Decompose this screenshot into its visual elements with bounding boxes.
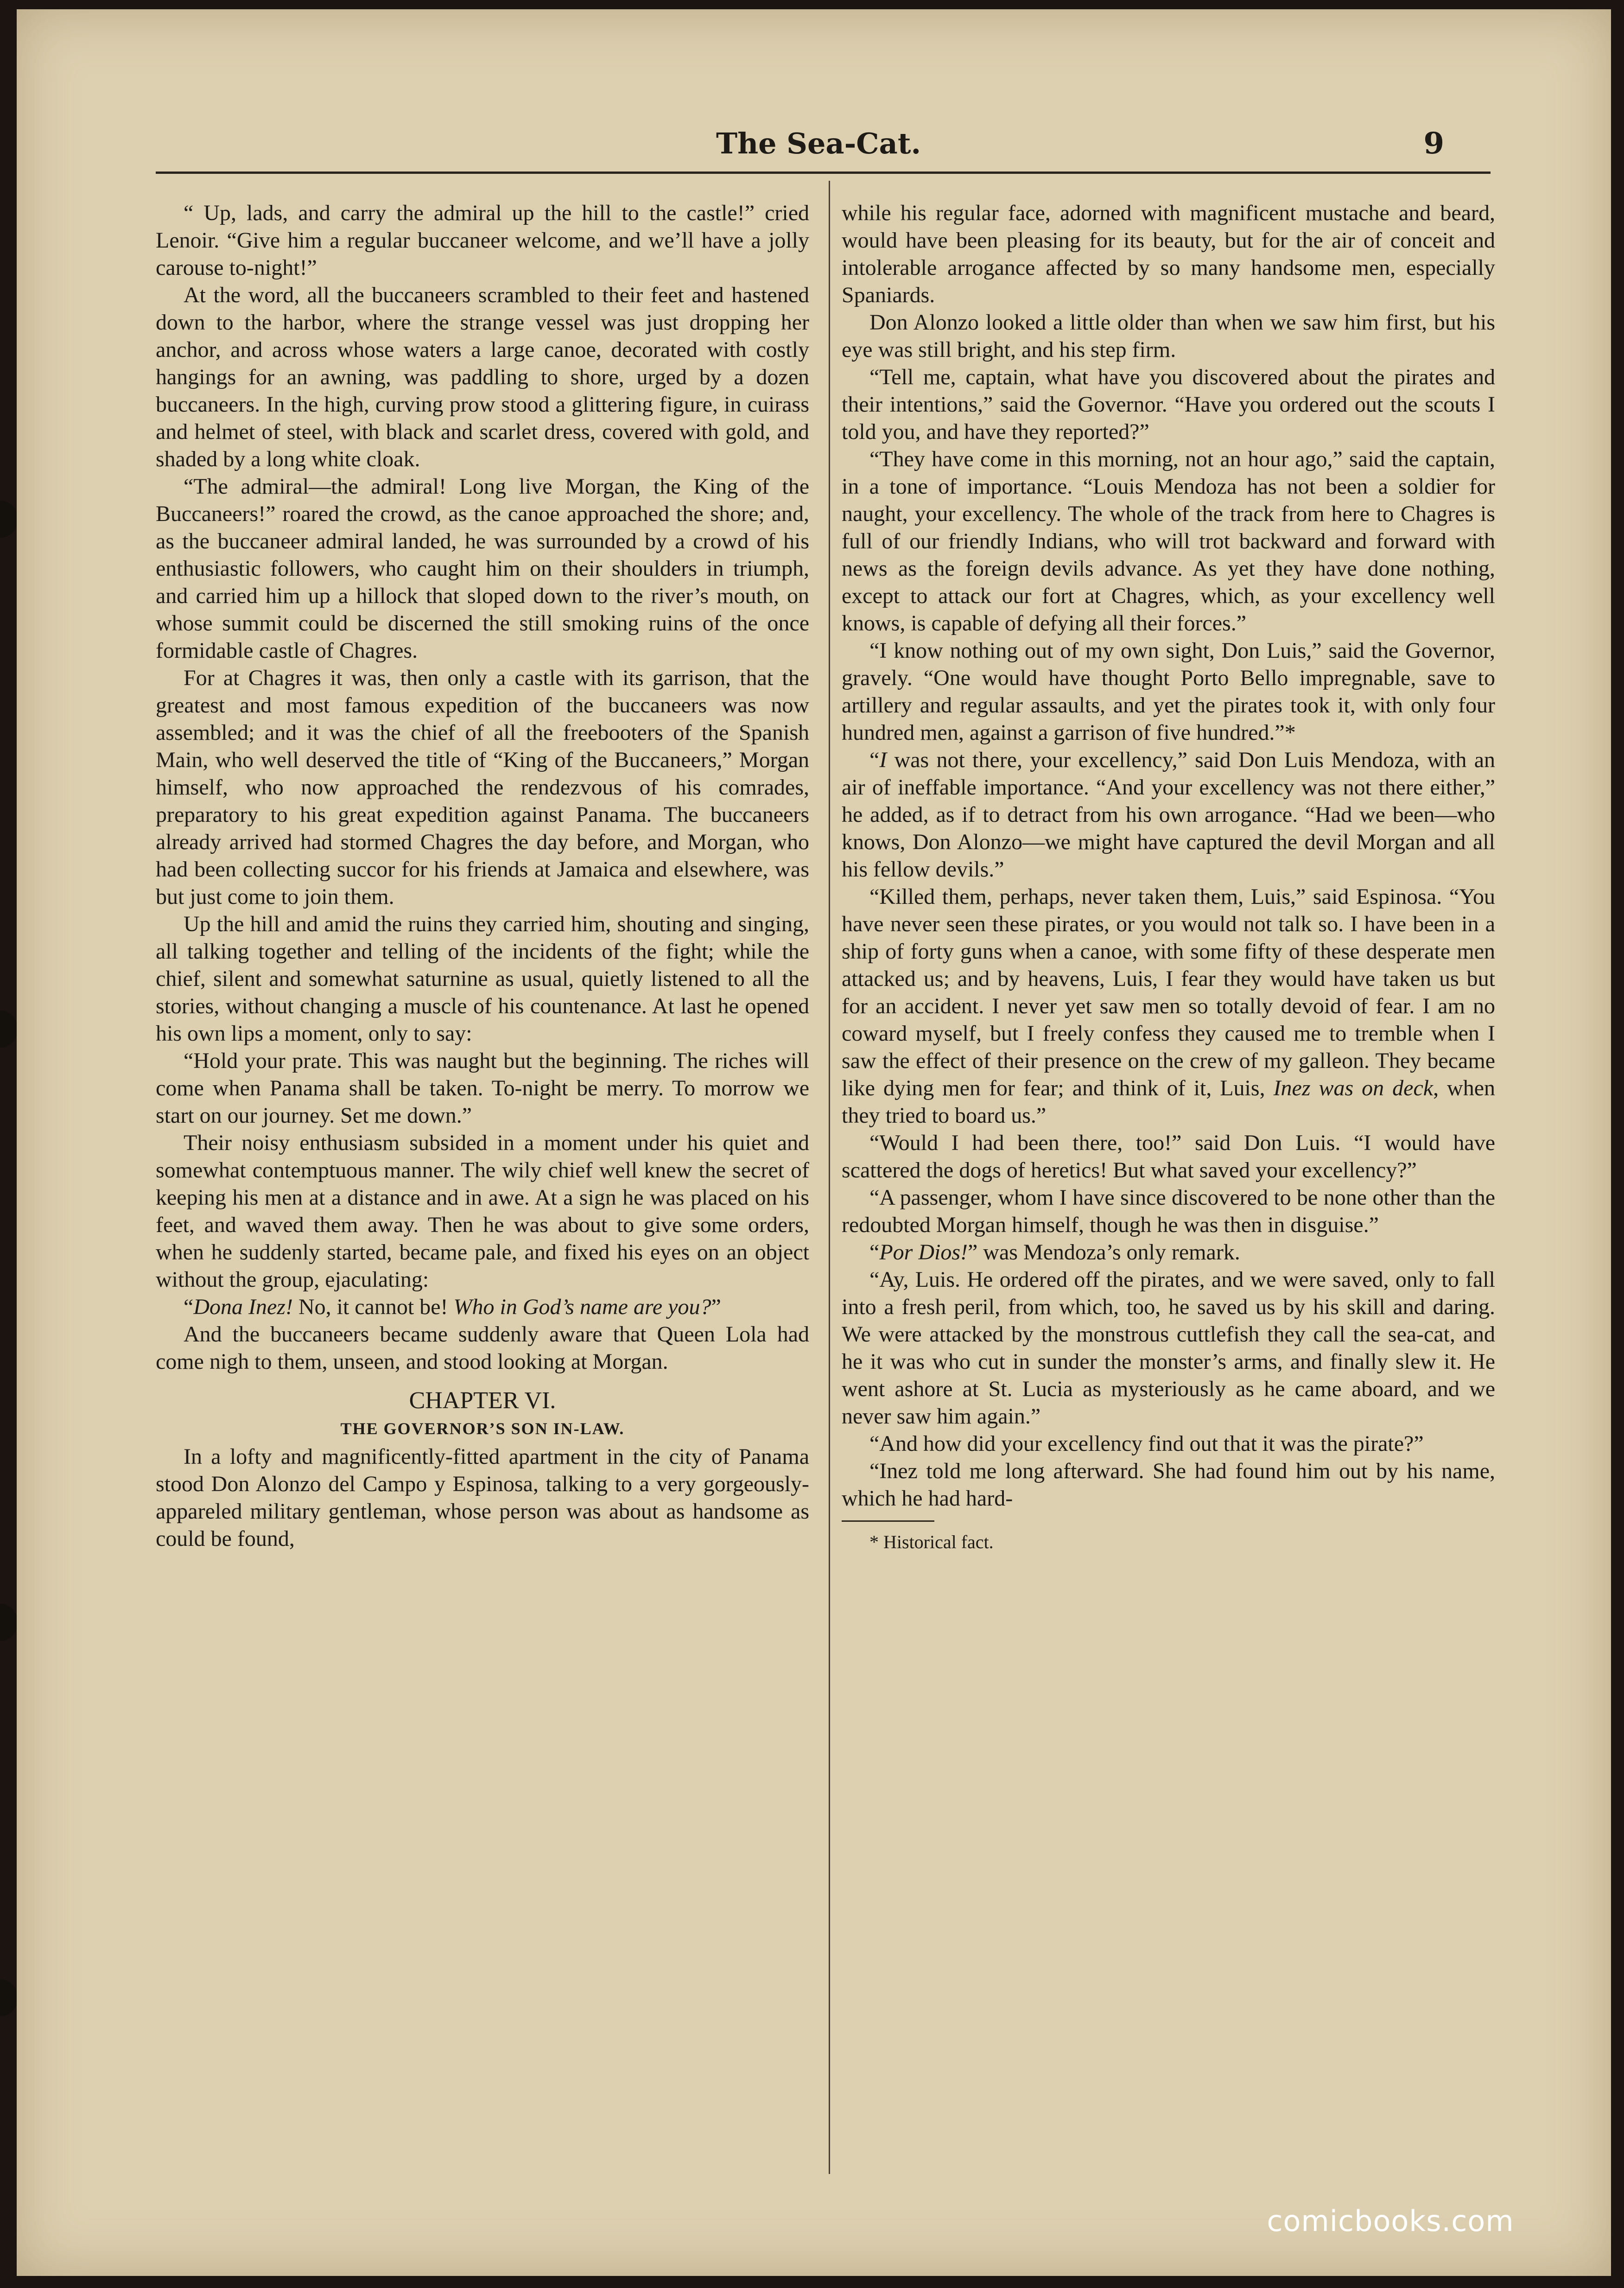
text-run: ” was Mendoza’s only remark. (967, 1240, 1240, 1265)
paragraph: “ Up, lads, and carry the admiral up the hill to the castle!” cried Lenoir. “Give him a regular buccaneer welcome, and we’ll have a jolly carouse to-night!” (156, 201, 809, 280)
text-run: was not there, your excellency,” said Don Luis Mendoza, with an air of ineffable importance. “And your excellency was not there either,” he added, as if to detract from his own arrogance. “Had we been—who knows, Don Alonzo—we might have captured the devil Morgan and all his fellow devils.” (842, 748, 1495, 882)
chapter-heading: CHAPTER VI. (409, 1387, 556, 1414)
paragraph: “And how did your excellency find out that it was the pirate?” (869, 1431, 1424, 1456)
italic-question: Who in God’s name are you? (453, 1295, 711, 1319)
paragraph: And the buccaneers became suddenly aware that Queen Lola had come nigh to them, unseen, and stood looking at Morgan. (156, 1322, 809, 1374)
text-run: “Killed them, perhaps, never taken them, Luis,” said Espinosa. “You have never seen these pirates, or you would not talk so. I have been in a ship of forty guns when a canoe, with some fifty of these desperate men attacked us; and by heavens, Luis, I fear they would have taken us but for an accident. I never yet saw men so totally devoid of fear. I am no coward myself, but I freely confess they caused me to tremble when I saw the effect of their presence on the crew of my galleon. They became like dying men for fear; and think of it, Luis, (842, 884, 1495, 1100)
italic-exclamation: Por Dios! (879, 1240, 968, 1265)
quote-open: “ (184, 1295, 194, 1319)
paragraph: “They have come in this morning, not an hour ago,” said the captain, in a tone of importance. “Louis Mendoza has not been a soldier for naught, your excellency. The whole of the track from here to Chagres is full of our friendly Indians, who will trot backward and forward with news as the foreign devils advance. As yet they have done nothing, except to attack our fort at Chagres, which, as your excellency well knows, is capable of defying all their forces.” (842, 447, 1495, 636)
paragraph: At the word, all the buccaneers scrambled to their feet and hastened down to the harbor, where the strange vessel was just dropping her anchor, and across whose waters a large canoe, decorated with costly hangings for an awning, was paddling to shore, urged by a dozen buccaneers. In the high, curving prow stood a glittering figure, in cuirass and helmet of steel, with black and scarlet dress, covered with gold, and shaded by a long white cloak. (156, 283, 809, 471)
paragraph (842, 883, 1495, 1129)
footnote: * Historical fact. (869, 1532, 994, 1552)
paragraph: “A passenger, whom I have since discovered to be none other than the redoubted Morgan himself, though he was then in disguise.” (842, 1185, 1495, 1237)
running-title: The Sea-Cat. (716, 127, 921, 160)
paragraph: “I know nothing out of my own sight, Don Luis,” said the Governor, gravely. “One would have thought Porto Bello impregnable, save to artillery and regular assaults, and yet the pirates took it, with only four hundred men, against a garrison of five hundred.”* (842, 638, 1495, 745)
left-column (156, 199, 809, 1552)
paragraph: “Hold your prate. This was naught but the beginning. The riches will come when Panama shall be taken. To-night be merry. To morrow we start on our journey. Set me down.” (156, 1049, 809, 1128)
paragraph (842, 746, 1495, 883)
footnote-rule (842, 1520, 934, 1522)
paragraph: In a lofty and magnificently-fitted apartment in the city of Panama stood Don Alonzo del Campo y Espinosa, talking to a very gorgeously-appareled military gentleman, whose person was about as handsome as could be found, (156, 1444, 809, 1551)
paragraph: For at Chagres it was, then only a castle with its garrison, that the greatest and most famous expedition of the buccaneers was now assembled; and it was the chief of all the freebooters of the Spanish Main, who well deserved the title of “King of the Buccaneers,” Morgan himself, who now approached the rendezvous of his comrades, preparatory to his great expedition against Panama. The buccaneers already arrived had stormed Chagres the day before, and Morgan, who had been collecting succor for his friends at Jamaica and elsewhere, was but just come to join them. (156, 666, 809, 909)
column-divider (829, 181, 830, 2174)
quote-open: “ (869, 748, 880, 772)
binding-hole-1 (0, 501, 18, 538)
quote-open: “ (869, 1240, 880, 1265)
paragraph: “Ay, Luis. He ordered off the pirates, and we were saved, only to fall into a fresh peril, from which, too, he saved us by his skill and daring. We were attacked by the monstrous cuttlefish they call the sea-cat, and he it was who cut in sunder the monster’s arms, and finally slew it. He went ashore at St. Lucia as mysteriously as he came aboard, and we never saw him again.” (842, 1267, 1495, 1429)
paragraph: while his regular face, adorned with magnificent mustache and beard, would have been pleasing for its beauty, but for the air of conceit and intolerable arrogance affected by so many handsome men, especially Spaniards. (842, 201, 1495, 307)
italic-phrase: Inez was on deck (1273, 1076, 1434, 1100)
binding-hole-4 (0, 1979, 18, 2016)
running-header (156, 118, 1481, 169)
magazine-page (17, 9, 1611, 2276)
header-rule (156, 172, 1491, 174)
italic-word: I (879, 748, 887, 772)
binding-hole-3 (0, 1604, 18, 1641)
paragraph (156, 1293, 809, 1321)
paragraph: “Would I had been there, too!” said Don Luis. “I would have scattered the dogs of heretics! But what saved your excellency?” (842, 1131, 1495, 1182)
text-run: No, it cannot be! (292, 1295, 454, 1319)
paragraph: “The admiral—the admiral! Long live Morgan, the King of the Buccaneers!” roared the crowd, as the canoe approached the shore; and, as the buccaneer admiral landed, he was surrounded by a crowd of his enthusiastic followers, who caught him on their shoulders in triumph, and carried him up a hillock that sloped down to the river’s mouth, on whose summit could be discerned the still smoking ruins of the once formidable castle of Chagres. (156, 474, 809, 663)
chapter-subtitle: THE GOVERNOR’S SON IN-LAW. (340, 1419, 625, 1438)
watermark: comicbooks.com (1267, 2204, 1514, 2238)
paragraph: “Inez told me long afterward. She had found him out by his name, which he had hard- (842, 1459, 1495, 1511)
paragraph: Up the hill and amid the ruins they carried him, shouting and singing, all talking together and telling of the incidents of the fight; while the chief, silent and somewhat saturnine as usual, quietly listened to all the stories, without changing a muscle of his countenance. At last he opened his own lips a moment, only to say: (156, 912, 809, 1046)
paragraph: Their noisy enthusiasm subsided in a moment under his quiet and somewhat contemptuous manner. The wily chief well knew the secret of keeping his men at a distance and in awe. At a sign he was placed on his feet, and waved them away. Then he was about to give some orders, when he suddenly started, became pale, and fixed his eyes on an object without the group, ejaculating: (156, 1131, 809, 1292)
quote-close: ” (711, 1295, 721, 1319)
italic-exclamation: Dona Inez! (193, 1295, 293, 1319)
paragraph: “Tell me, captain, what have you discovered about the pirates and their intentions,” said the Governor. “Have you ordered out the scouts I told you, and have they reported?” (842, 365, 1495, 444)
binding-hole-2 (0, 1011, 18, 1048)
page-number: 9 (1423, 126, 1444, 161)
right-column (842, 199, 1495, 1554)
paragraph (842, 1239, 1495, 1266)
text-run: , when they tried to board us.” (842, 1076, 1496, 1128)
paragraph: Don Alonzo looked a little older than when we saw him first, but his eye was still bright, and his step firm. (842, 310, 1495, 362)
